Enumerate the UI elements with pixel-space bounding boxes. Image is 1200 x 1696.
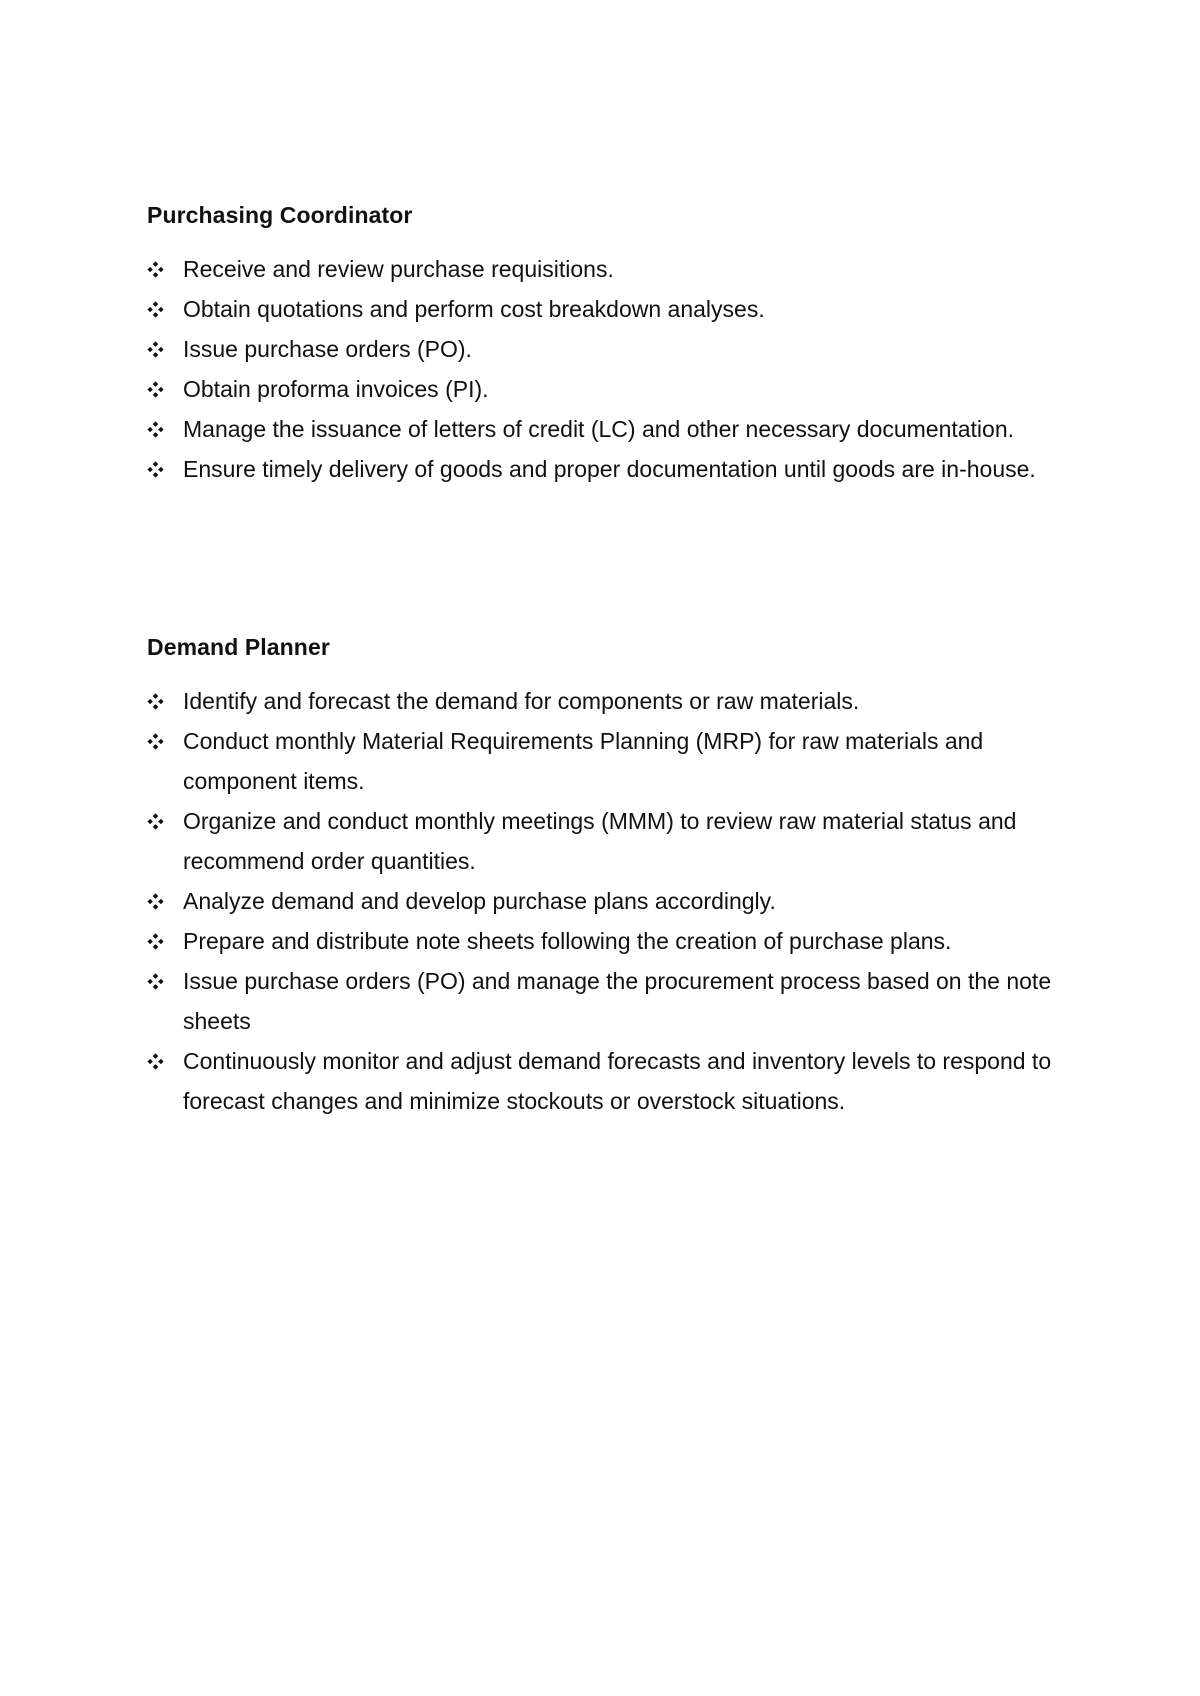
list-item-text: Issue purchase orders (PO).	[183, 336, 472, 362]
bullet-list	[147, 249, 1067, 489]
four-diamond-bullet-icon	[147, 733, 164, 750]
list-item	[147, 881, 1067, 921]
list-item	[147, 409, 1067, 449]
four-diamond-bullet-icon	[147, 421, 164, 438]
four-diamond-bullet-icon	[147, 341, 164, 358]
list-item-text: Identify and forecast the demand for components or raw materials.	[183, 688, 860, 714]
list-item	[147, 449, 1067, 489]
list-item-text: Obtain quotations and perform cost breakdown analyses.	[183, 296, 765, 322]
section-purchasing-coordinator	[147, 196, 1067, 489]
list-item	[147, 961, 1067, 1041]
list-item	[147, 369, 1067, 409]
list-item	[147, 249, 1067, 289]
list-item	[147, 801, 1067, 881]
four-diamond-bullet-icon	[147, 381, 164, 398]
four-diamond-bullet-icon	[147, 261, 164, 278]
list-item	[147, 721, 1067, 801]
list-item-text: Analyze demand and develop purchase plans accordingly.	[183, 888, 776, 914]
four-diamond-bullet-icon	[147, 813, 164, 830]
list-item-text: Receive and review purchase requisitions.	[183, 256, 614, 282]
section-title: Purchasing Coordinator	[147, 202, 413, 228]
list-item-text: Organize and conduct monthly meetings (MMM) to review raw material status and recommend order quantities.	[183, 808, 1017, 874]
list-item	[147, 681, 1067, 721]
list-item	[147, 921, 1067, 961]
list-item	[147, 289, 1067, 329]
bullet-list	[147, 681, 1067, 1121]
four-diamond-bullet-icon	[147, 693, 164, 710]
list-item-text: Prepare and distribute note sheets following the creation of purchase plans.	[183, 928, 952, 954]
list-item-text: Manage the issuance of letters of credit (LC) and other necessary documentation.	[183, 416, 1015, 442]
section-demand-planner	[147, 628, 1067, 1121]
section-title: Demand Planner	[147, 634, 330, 660]
list-item-text: Obtain proforma invoices (PI).	[183, 376, 489, 402]
list-item-text: Issue purchase orders (PO) and manage the procurement process based on the note sheets	[183, 968, 1052, 1034]
list-item	[147, 329, 1067, 369]
list-item-text: Continuously monitor and adjust demand forecasts and inventory levels to respond to forecast changes and minimize stockouts or overstock situations.	[183, 1048, 1052, 1114]
four-diamond-bullet-icon	[147, 301, 164, 318]
list-item-text: Ensure timely delivery of goods and proper documentation until goods are in-house.	[183, 456, 1036, 482]
four-diamond-bullet-icon	[147, 1053, 164, 1070]
four-diamond-bullet-icon	[147, 933, 164, 950]
list-item-text: Conduct monthly Material Requirements Planning (MRP) for raw materials and component items.	[183, 728, 984, 794]
four-diamond-bullet-icon	[147, 461, 164, 478]
four-diamond-bullet-icon	[147, 893, 164, 910]
list-item	[147, 1041, 1067, 1121]
four-diamond-bullet-icon	[147, 973, 164, 990]
